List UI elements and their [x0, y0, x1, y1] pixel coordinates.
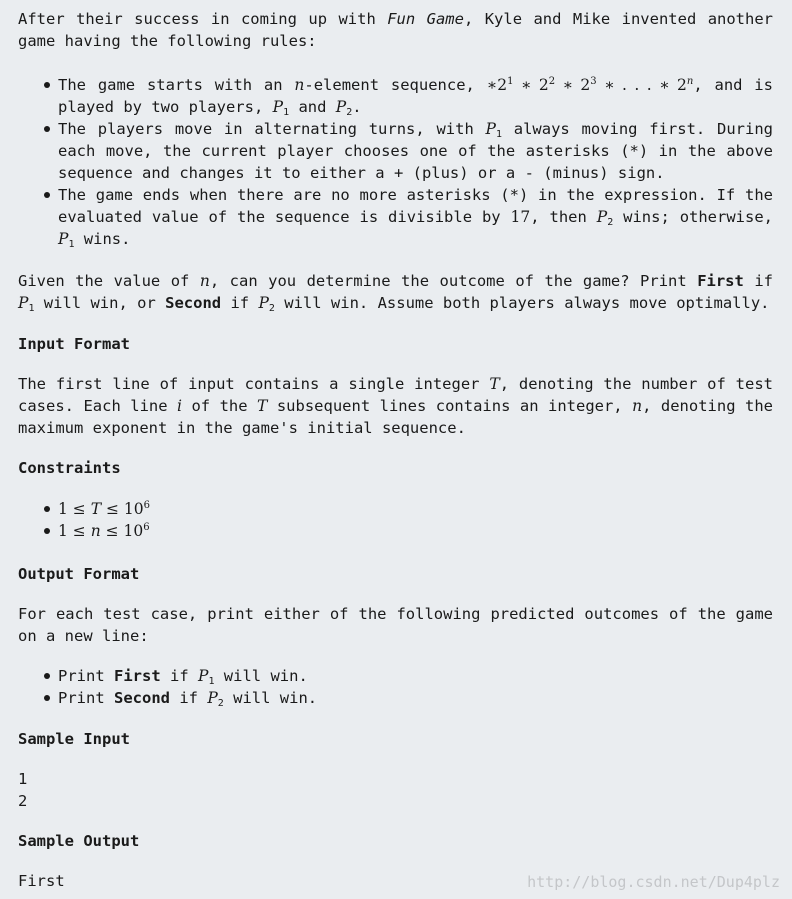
- fun-game-title: Fun Game: [387, 10, 464, 28]
- constraint-item: $1 \le n \le 10^6$: [18, 520, 773, 542]
- sequence-expression: $∗2^1$ ∗ $2^2$ ∗ $2^3$ ∗ . . . ∗ 2$^n$: [486, 76, 694, 94]
- output-option-item: Print First if $P_1$ will win.: [18, 665, 773, 687]
- sample-input-line: 2: [18, 792, 28, 810]
- first-keyword: First: [697, 272, 744, 290]
- output-format-heading: Output Format: [18, 565, 140, 583]
- sample-input-block: [18, 768, 773, 812]
- watermark: http://blog.csdn.net/Dup4plz: [527, 873, 780, 891]
- intro-text: After their success in coming up with: [18, 10, 388, 28]
- sample-output-heading: Sample Output: [18, 832, 140, 850]
- rule-item: The game starts with an n-element sequence, $∗2^1$ ∗ $2^2$ ∗ $2^3$ ∗ . . . ∗ 2$^n$, and is played by two players, $P_1$ and $P_2$.: [18, 74, 773, 118]
- constraints-heading: Constraints: [18, 459, 121, 477]
- intro-paragraph: [18, 8, 773, 52]
- output-options-list: [18, 665, 773, 709]
- bullet-icon: [44, 506, 50, 512]
- bullet-icon: [44, 528, 50, 534]
- question-paragraph: Given the value of n, can you determine the outcome of the game? Print First if $P_1$ will win, or Second if $P_2$ will win. Assume both players always move optimally.: [18, 272, 773, 314]
- output-option-item: Print Second if $P_2$ will win.: [18, 687, 773, 709]
- sample-output-line: First: [18, 872, 65, 890]
- rules-list: [18, 74, 773, 250]
- rule-item: The players move in alternating turns, with $P_1$ always moving first. During each move, the current player chooses one of the asterisks (*) in the above sequence and changes it to either a + (plus) or a - (minus) sign.: [18, 118, 773, 184]
- constraint-item: $1 \le T \le 10^6$: [18, 498, 773, 520]
- second-keyword: Second: [165, 294, 222, 312]
- sample-input-line: 1: [18, 770, 28, 788]
- bullet-icon: [44, 695, 50, 701]
- bullet-icon: [44, 192, 50, 198]
- bullet-icon: [44, 673, 50, 679]
- sample-input-heading: Sample Input: [18, 730, 130, 748]
- output-format-paragraph: For each test case, print either of the following predicted outcomes of the game on a new line:: [18, 605, 773, 645]
- bullet-icon: [44, 126, 50, 132]
- intro-text-2: , Kyle and Mike invented another game having the following rules:: [18, 10, 774, 50]
- input-format-heading: Input Format: [18, 335, 130, 353]
- rule-item: The game ends when there are no more asterisks (*) in the expression. If the evaluated value of the sequence is divisible by 17, then $P_2$ wins; otherwise, $P_1$ wins.: [18, 184, 773, 250]
- input-format-paragraph: The first line of input contains a single integer T, denoting the number of test cases. Each line i of the T subsequent lines contains an integer, n, denoting the maximum exponent in the game's initial sequence.: [18, 375, 773, 437]
- bullet-icon: [44, 82, 50, 88]
- constraints-list: [18, 498, 773, 542]
